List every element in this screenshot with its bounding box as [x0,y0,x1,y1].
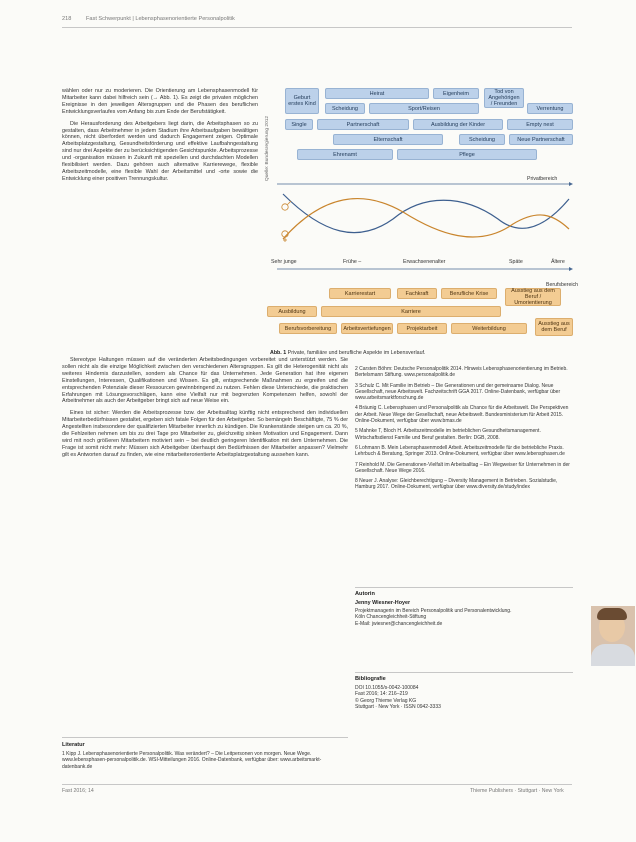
age-label: Sehr junge [271,259,297,265]
figure-lebensphasen [263,86,579,348]
bibliography-line: Fast 2016; 14: 216–219 [355,691,408,698]
axis-bottom-label: Berufsbereich [546,282,579,288]
box-geburt: Geburt erstes Kind [285,88,319,114]
box-neue-partnerschaft: Neue Partnerschaft [509,134,573,145]
box-partnerschaft: Partnerschaft [317,119,409,130]
box-weiterbildung: Weiterbildung [451,323,527,334]
box-ausstieg-beruf: Ausstieg aus dem Beruf [535,318,573,336]
bibliography-heading: Bibliografie [355,676,386,682]
caption-text: Private, familiäre und berufliche Aspekte im Lebensverlauf. [287,350,426,356]
box-ehrenamt: Ehrenamt [297,149,393,160]
box-ausstieg-umorientierung: Ausstieg aus dem Beruf / Umorientierung [505,288,561,306]
box-berufsvorbereitung: Berufsvorbereitung [279,323,337,334]
age-label: Späte [509,259,523,265]
age-label: Erwachsenenalter [403,259,446,265]
footer-left: Fast 2016; 14 [62,788,94,794]
paragraph: Eines ist sicher: Werden die Arbeitsprozesse bzw. der Arbeitsalltag künftig nicht entsprechend den individuellen Mitarbeiterbedürfnissen gestaltet, ergeben sich fatale Folgen für den Arbeitgeber. So bemängeln Beschäftigte, 75 % der Angestellten insbesondere der qualifizierten Mitarbeiter innerlich zu kündigen. Die Krankenstände steigen um ca. 20 %, die Fehlzeiten nehmen um bis zu drei Tage pro Mitarbeiter zu, gleichzeitig sinken Motivation und Engagement. Dann wird mit noch größeren Mitarbeitern motiviert sein – bei deutlich geringeren Identifikation mit dem Unternehmen. Die Frage ist somit nicht mehr: Müssen sich Arbeitgeber überhaupt den Bedürfnissen der Mitarbeiter anpassen? Vielmehr gilt es Antworten darauf zu finden, wie eine mitarbeiterorientierte Arbeitsplatzgestaltung aussehen kann. [62,410,348,458]
box-empty-nest: Empty nest [507,119,573,130]
male-icon [282,204,288,210]
bibliography-line: DOI 10.1055/s-0042-100084 [355,685,419,691]
box-fachkraft: Fachkraft [397,288,437,299]
reference: 7 Reinhold M. Die Generationen-Vielfalt im Arbeitsalltag – Ein Wegweiser für Unternehmen in der Gesellschaft. Neue Wege 2016. [355,461,570,474]
box-scheidung-2: Scheidung [459,134,505,145]
box-arbeitsvertiefungen: Arbeitsvertiefungen [341,323,393,334]
author-description: Projektmanagerin im Bereich Personalpolitik und Personalentwicklung. Köln Chancengleichheit-Stiftung [355,608,512,621]
age-label: Frühe – [343,259,362,265]
author-section [355,591,515,627]
box-single: Single [285,119,313,130]
box-ausbildung: Ausbildung [267,306,317,317]
bibliography-line: © Georg Thieme Verlag KG [355,697,417,704]
box-berufliche-krise: Berufliche Krise [441,288,497,299]
curve-career [283,199,569,239]
axis-top-arrow [569,182,573,186]
reference: 5 Mahnke T, Bloch H. Arbeitszeitmodelle im betrieblichen Gesundheitsmanagement. Wirtschaftsdienst Familie und Beruf gestalten. Berlin: DGB, 2008. [355,428,541,441]
box-verrentung: Verrentung [527,103,573,114]
references-list [355,366,573,495]
paragraph: Stereotype Haltungen müssen auf die veränderten Arbeitsbedingungen vorbereitet und unterstützt werden. Sie sollen nicht als die einzige Möglichkeit zwischen den verschiedenen Altersgruppen. Es gilt die Heterogenität nicht als weiteres Hindernis darzustellen, sondern als Chance für das Unternehmen. Jede Generation hat ihre eigenen Einstellungen, Interessen, Qualifikationen und Wissen. Es gilt, entsprechende Maßnahmen zu ergreifen und die entsprechenden Potenziale dieser Ressourcen gewinnbringend zu nutzen. Fehlen diese Unterschiede, die praktischen Erfahrungen mit Lösungsvorschlägen, kann eine Vielfalt nur mit begrenzten Kompetenzen helfen, sowohl der Arbeitnehmer als auch der Arbeitgeber bringt sich auf neue Weise ein. [62,357,348,405]
paragraph: Die Herausforderung des Arbeitgebers liegt darin, die Arbeitsphasen so zu gestalten, dass Arbeitnehmer in jedem Stadium ihre Arbeitsaufgaben bewältigen können, nicht überfordert werden und dadurch Engagement zeigen. Optimale Arbeitsplatzgestaltung, Gesundheitsförderung und effektive Laufbahngestaltung sind nur drei Aspekte der zu berücksichtigenden Gesichtspunkte. Arbeitsprozesse und -organisation müssen in Zukunft mit speziellen und durchdachten Modellen flexibilisiert werden. Dazu gehören auch alternative Karrierewege, flexible Arbeitszeitmodelle, eine flexible Wahl der Arbeitsmittel und -orte sowie die Entwicklung einer positiven Trennungskultur. [62,120,258,182]
caption-label: Abb. 1 [270,350,287,356]
literatur-section [62,742,348,770]
left-column [62,88,258,183]
box-karriere: Karriere [321,306,501,317]
box-scheidung: Scheidung [325,103,365,114]
box-pflege: Pflege [397,149,537,160]
running-title: Fast Schwerpunkt | Lebensphasenorientierte Personalpolitik [86,16,235,22]
author-heading: Autorin [355,591,375,597]
figure-caption [270,350,570,356]
box-ausbildung-kinder: Ausbildung der Kinder [413,119,503,130]
reference: 4 Bräunig C. Lebensphasen und Personalpolitik als Chance für die Arbeitswelt. Die Perspektiven der Arbeit. Neue Wege der Gesellschaft, neue Arbeitswelt. Bundesministerium für Arbeit 2015. Online-Dokument, verfügbar über www.bmas.de [355,405,569,425]
footer-right: Thieme Publishers · Stuttgart · New York [470,788,564,794]
author-name: Jenny Wiesner-Hoyer [355,600,411,606]
figure-source: Quelle: Bundesregierung 2012 [265,115,270,181]
reference: 3 Schulz C. Mit Familie im Betrieb – Die Generationen und der gemeinsame Dialog. Neue Gesellschaft, neue Arbeitswelt. Fachzeitschrift GGA 2017. Online-Datenbank, verfügbar über www.arbeitsmarktforschung.de [355,382,561,402]
literatur-heading: Literatur [62,742,85,748]
author-email: E-Mail: jwiesner@chancengleichheit.de [355,620,443,627]
body-column [62,357,348,459]
reference: 8 Neuer J. Analyse: Gleichberechtigung – Diversity Management in Betrieben. Sozialstudie, Hamburg 2017. Online-Dokument, verfügbar über www.diversity.de/study/index [355,478,558,491]
author-photo [591,606,635,666]
bibliography-line: Stuttgart · New York · ISSN 0942-3333 [355,703,441,710]
reference: 2 Carsten Böhm: Deutsche Personalpolitik 2014. Hinweis Lebensphasenorientierung im Betrieb. Bertelsmann Stiftung. www.personalpolitik.de [355,366,568,379]
reference: 1 Kipp J. Lebensphasenorientierte Personalpolitik. Was verändert? – Die Leitpersonen von morgen. Neue Wege. www.lebensphasen-personalpolitik.de. WSI-Mitteilungen 2016. Online-Datenbank, verfügbar über: www.arbeitsmarkt-datenbank.de [62,751,322,770]
box-elternschaft: Elternschaft [333,134,443,145]
age-label: Ältere [551,259,565,265]
page-number: 218 [62,16,72,22]
bibliography-section [355,676,573,710]
box-sport: Sport/Reisen [369,103,479,114]
box-eigenheim: Eigenheim [433,88,479,99]
box-heirat: Heirat [325,88,429,99]
axis-top-label: Privatbereich [527,176,558,182]
curve-private [283,194,569,233]
box-projektarbeit: Projektarbeit [397,323,447,334]
paragraph: wählen oder nur zu moderieren. Die Orientierung am Lebensphasenmodell für Mitarbeiter kann dabei hilfreich sein (→ Abb. 1). Es zeigt die privaten möglichen Ereignisse in den jeweiligen Altersgruppen und die Phasen des beruflichen Entwicklungsverlaufes vom Anfang bis zum Ende der Berufstätigkeit. [62,88,258,115]
box-tod: Tod von Angehörigen / Freunden [484,88,524,108]
box-karrierestart: Karrierestart [329,288,391,299]
reference: 6 Lohmann B. Mein Lebensphasenmodell Arbeit. Arbeitszeitmodelle für die betriebliche Praxis. Lehrbuch & Beratung, Springer 2013. Online-Dokument, verfügbar über www.lebensphasen.de [355,444,565,458]
